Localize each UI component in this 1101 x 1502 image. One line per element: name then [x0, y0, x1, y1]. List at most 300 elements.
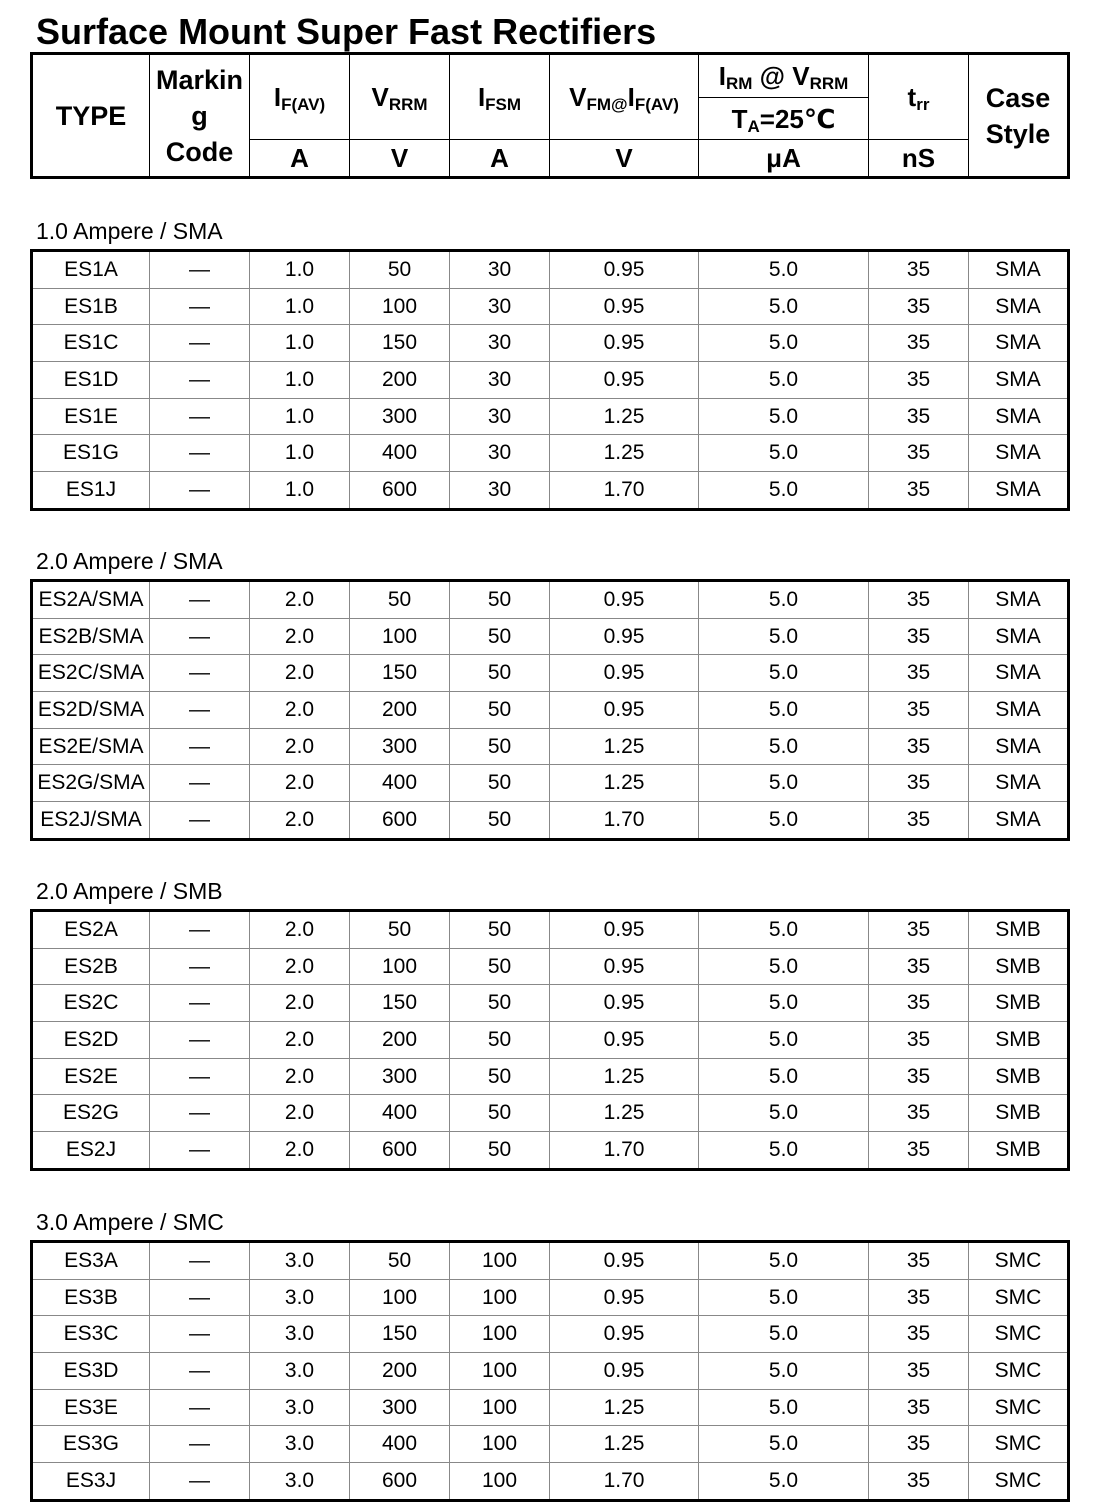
cell-if: 1.0 — [250, 251, 350, 289]
cell-vfm: 1.70 — [550, 1463, 699, 1501]
cell-irm: 5.0 — [699, 692, 869, 729]
cell-ifsm: 100 — [450, 1279, 550, 1316]
cell-marking: — — [150, 1279, 250, 1316]
cell-ifsm: 50 — [450, 948, 550, 985]
cell-case: SMA — [969, 251, 1069, 289]
cell-vrrm: 50 — [350, 1242, 450, 1280]
cell-marking: — — [150, 948, 250, 985]
cell-case: SMA — [969, 728, 1069, 765]
cell-if: 3.0 — [250, 1463, 350, 1501]
cell-vrrm: 100 — [350, 288, 450, 325]
table-row — [32, 1242, 1069, 1280]
cell-ifsm: 50 — [450, 1095, 550, 1132]
cell-marking: — — [150, 765, 250, 802]
cell-case: SMB — [969, 1095, 1069, 1132]
cell-type: ES2G/SMA — [32, 765, 150, 802]
cell-trr: 35 — [869, 692, 969, 729]
cell-case: SMB — [969, 985, 1069, 1022]
cell-marking: — — [150, 728, 250, 765]
cell-trr: 35 — [869, 251, 969, 289]
cell-ifsm: 50 — [450, 728, 550, 765]
cell-ifsm: 30 — [450, 472, 550, 510]
cell-ifsm: 30 — [450, 398, 550, 435]
cell-irm: 5.0 — [699, 1316, 869, 1353]
cell-ifsm: 30 — [450, 362, 550, 399]
cell-trr: 35 — [869, 1426, 969, 1463]
cell-marking: — — [150, 251, 250, 289]
cell-vfm: 1.25 — [550, 1389, 699, 1426]
table-row — [32, 398, 1069, 435]
cell-ifsm: 50 — [450, 765, 550, 802]
cell-type: ES3C — [32, 1316, 150, 1353]
cell-case: SMA — [969, 288, 1069, 325]
cell-marking: — — [150, 1426, 250, 1463]
cell-vfm: 0.95 — [550, 288, 699, 325]
cell-vrrm: 200 — [350, 1022, 450, 1059]
cell-irm: 5.0 — [699, 1426, 869, 1463]
cell-trr: 35 — [869, 288, 969, 325]
table-row — [32, 1058, 1069, 1095]
cell-irm: 5.0 — [699, 1463, 869, 1501]
cell-vrrm: 150 — [350, 1316, 450, 1353]
cell-vrrm: 400 — [350, 1095, 450, 1132]
cell-vrrm: 150 — [350, 985, 450, 1022]
cell-case: SMC — [969, 1353, 1069, 1390]
cell-vfm: 0.95 — [550, 1022, 699, 1059]
cell-type: ES1J — [32, 472, 150, 510]
cell-vrrm: 50 — [350, 251, 450, 289]
table-row — [32, 692, 1069, 729]
cell-trr: 35 — [869, 1279, 969, 1316]
cell-marking: — — [150, 288, 250, 325]
cell-vfm: 1.25 — [550, 1058, 699, 1095]
cell-if: 3.0 — [250, 1353, 350, 1390]
header-marking-code: Markin g Code — [150, 54, 250, 178]
header-if-av: $I_{F(AV)}$ — [250, 54, 350, 140]
cell-vfm: 0.95 — [550, 251, 699, 289]
cell-type: ES2C — [32, 985, 150, 1022]
cell-ifsm: 50 — [450, 692, 550, 729]
cell-if: 2.0 — [250, 581, 350, 619]
cell-ifsm: 50 — [450, 618, 550, 655]
cell-trr: 35 — [869, 1316, 969, 1353]
cell-vrrm: 200 — [350, 692, 450, 729]
table-row — [32, 362, 1069, 399]
cell-marking: — — [150, 1316, 250, 1353]
cell-irm: 5.0 — [699, 655, 869, 692]
cell-if: 1.0 — [250, 288, 350, 325]
cell-ifsm: 30 — [450, 325, 550, 362]
cell-vfm: 1.25 — [550, 1426, 699, 1463]
cell-vrrm: 300 — [350, 728, 450, 765]
cell-marking: — — [150, 1058, 250, 1095]
cell-vfm: 0.95 — [550, 692, 699, 729]
cell-irm: 5.0 — [699, 802, 869, 840]
cell-case: SMB — [969, 948, 1069, 985]
cell-type: ES2J — [32, 1132, 150, 1170]
cell-vrrm: 150 — [350, 325, 450, 362]
cell-marking: — — [150, 581, 250, 619]
cell-vfm: 0.95 — [550, 948, 699, 985]
cell-vrrm: 200 — [350, 362, 450, 399]
cell-type: ES2D/SMA — [32, 692, 150, 729]
cell-if: 2.0 — [250, 728, 350, 765]
cell-if: 2.0 — [250, 948, 350, 985]
cell-marking: — — [150, 1463, 250, 1501]
cell-ifsm: 100 — [450, 1463, 550, 1501]
cell-trr: 35 — [869, 728, 969, 765]
cell-type: ES3J — [32, 1463, 150, 1501]
table-row — [32, 1353, 1069, 1390]
table-row — [32, 802, 1069, 840]
cell-if: 2.0 — [250, 985, 350, 1022]
cell-if: 2.0 — [250, 692, 350, 729]
cell-case: SMB — [969, 1132, 1069, 1170]
cell-trr: 35 — [869, 1389, 969, 1426]
cell-if: 3.0 — [250, 1426, 350, 1463]
section-label: 2.0 Ampere / SMA — [36, 548, 223, 574]
section-label: 1.0 Ampere / SMA — [36, 218, 223, 244]
cell-ifsm: 100 — [450, 1242, 550, 1280]
cell-vrrm: 300 — [350, 398, 450, 435]
page-title: Surface Mount Super Fast Rectifiers — [36, 11, 657, 52]
cell-vfm: 0.95 — [550, 581, 699, 619]
cell-vrrm: 200 — [350, 1353, 450, 1390]
table-row — [32, 435, 1069, 472]
table-row — [32, 251, 1069, 289]
cell-type: ES2G — [32, 1095, 150, 1132]
cell-ifsm: 100 — [450, 1389, 550, 1426]
cell-if: 1.0 — [250, 435, 350, 472]
cell-ifsm: 30 — [450, 251, 550, 289]
cell-trr: 35 — [869, 472, 969, 510]
cell-if: 3.0 — [250, 1389, 350, 1426]
cell-trr: 35 — [869, 435, 969, 472]
cell-case: SMC — [969, 1389, 1069, 1426]
header-case-style: Case Style — [969, 54, 1069, 178]
cell-vrrm: 600 — [350, 1463, 450, 1501]
cell-type: ES1B — [32, 288, 150, 325]
cell-irm: 5.0 — [699, 1022, 869, 1059]
cell-vfm: 0.95 — [550, 1316, 699, 1353]
cell-marking: — — [150, 1389, 250, 1426]
cell-marking: — — [150, 435, 250, 472]
table-row — [32, 948, 1069, 985]
cell-marking: — — [150, 472, 250, 510]
cell-ifsm: 50 — [450, 655, 550, 692]
cell-if: 1.0 — [250, 398, 350, 435]
cell-vfm: 0.95 — [550, 1353, 699, 1390]
unit-vrrm: V — [350, 140, 450, 178]
table-row — [32, 1022, 1069, 1059]
cell-ifsm: 50 — [450, 1058, 550, 1095]
cell-ifsm: 100 — [450, 1353, 550, 1390]
table-row — [32, 1279, 1069, 1316]
cell-case: SMC — [969, 1463, 1069, 1501]
table-row — [32, 985, 1069, 1022]
cell-trr: 35 — [869, 655, 969, 692]
header-ifsm: $I_{FSM}$ — [450, 54, 550, 140]
cell-irm: 5.0 — [699, 765, 869, 802]
cell-irm: 5.0 — [699, 911, 869, 949]
cell-type: ES2B/SMA — [32, 618, 150, 655]
table-row — [32, 1426, 1069, 1463]
cell-trr: 35 — [869, 765, 969, 802]
header-vfm: $V_{FM@}I_{F(AV)}$ — [550, 54, 699, 140]
section-label: 3.0 Ampere / SMC — [36, 1209, 224, 1235]
table-row — [32, 1132, 1069, 1170]
cell-type: ES1A — [32, 251, 150, 289]
cell-if: 2.0 — [250, 1095, 350, 1132]
cell-type: ES3G — [32, 1426, 150, 1463]
cell-case: SMA — [969, 581, 1069, 619]
table-row — [32, 1463, 1069, 1501]
cell-vfm: 1.70 — [550, 802, 699, 840]
cell-if: 2.0 — [250, 802, 350, 840]
cell-trr: 35 — [869, 1058, 969, 1095]
cell-case: SMA — [969, 802, 1069, 840]
cell-irm: 5.0 — [699, 985, 869, 1022]
table-row — [32, 911, 1069, 949]
table-row — [32, 325, 1069, 362]
cell-type: ES2E/SMA — [32, 728, 150, 765]
cell-vfm: 0.95 — [550, 1242, 699, 1280]
cell-case: SMA — [969, 692, 1069, 729]
cell-irm: 5.0 — [699, 1242, 869, 1280]
cell-type: ES2C/SMA — [32, 655, 150, 692]
cell-case: SMA — [969, 655, 1069, 692]
cell-trr: 35 — [869, 911, 969, 949]
cell-irm: 5.0 — [699, 948, 869, 985]
cell-irm: 5.0 — [699, 472, 869, 510]
section-table — [30, 579, 1070, 841]
cell-trr: 35 — [869, 985, 969, 1022]
section-table — [30, 249, 1070, 511]
cell-vfm: 0.95 — [550, 618, 699, 655]
cell-type: ES2E — [32, 1058, 150, 1095]
cell-irm: 5.0 — [699, 325, 869, 362]
cell-marking: — — [150, 985, 250, 1022]
cell-ifsm: 50 — [450, 581, 550, 619]
cell-vrrm: 100 — [350, 1279, 450, 1316]
cell-if: 1.0 — [250, 472, 350, 510]
table-row — [32, 765, 1069, 802]
cell-irm: 5.0 — [699, 1389, 869, 1426]
table-row — [32, 618, 1069, 655]
cell-vfm: 0.95 — [550, 1279, 699, 1316]
cell-trr: 35 — [869, 948, 969, 985]
cell-case: SMA — [969, 325, 1069, 362]
cell-ifsm: 50 — [450, 985, 550, 1022]
cell-type: ES3B — [32, 1279, 150, 1316]
cell-vfm: 0.95 — [550, 325, 699, 362]
cell-vfm: 1.25 — [550, 765, 699, 802]
cell-marking: — — [150, 398, 250, 435]
cell-vrrm: 600 — [350, 802, 450, 840]
cell-marking: — — [150, 1132, 250, 1170]
cell-if: 3.0 — [250, 1242, 350, 1280]
cell-ifsm: 50 — [450, 911, 550, 949]
header-table — [30, 52, 1070, 179]
cell-marking: — — [150, 362, 250, 399]
cell-irm: 5.0 — [699, 1095, 869, 1132]
cell-if: 2.0 — [250, 765, 350, 802]
unit-trr: nS — [869, 140, 969, 178]
cell-trr: 35 — [869, 1095, 969, 1132]
cell-vrrm: 100 — [350, 948, 450, 985]
cell-case: SMB — [969, 911, 1069, 949]
cell-vfm: 0.95 — [550, 655, 699, 692]
cell-marking: — — [150, 618, 250, 655]
cell-if: 1.0 — [250, 325, 350, 362]
header-type: TYPE — [32, 54, 150, 178]
cell-trr: 35 — [869, 1353, 969, 1390]
table-row — [32, 288, 1069, 325]
table-row — [32, 1389, 1069, 1426]
header-ta: $T_A=25℃$ — [699, 98, 869, 140]
cell-vrrm: 50 — [350, 581, 450, 619]
table-row — [32, 472, 1069, 510]
cell-irm: 5.0 — [699, 288, 869, 325]
cell-trr: 35 — [869, 1022, 969, 1059]
cell-marking: — — [150, 1242, 250, 1280]
unit-if: A — [250, 140, 350, 178]
cell-type: ES3A — [32, 1242, 150, 1280]
cell-vfm: 0.95 — [550, 911, 699, 949]
cell-case: SMC — [969, 1242, 1069, 1280]
cell-trr: 35 — [869, 802, 969, 840]
cell-if: 2.0 — [250, 1022, 350, 1059]
cell-vrrm: 400 — [350, 435, 450, 472]
cell-vrrm: 400 — [350, 765, 450, 802]
unit-vfm: V — [550, 140, 699, 178]
cell-ifsm: 100 — [450, 1316, 550, 1353]
cell-type: ES1G — [32, 435, 150, 472]
cell-trr: 35 — [869, 398, 969, 435]
cell-marking: — — [150, 802, 250, 840]
cell-irm: 5.0 — [699, 362, 869, 399]
cell-type: ES1D — [32, 362, 150, 399]
cell-case: SMB — [969, 1058, 1069, 1095]
cell-if: 2.0 — [250, 1058, 350, 1095]
cell-if: 2.0 — [250, 911, 350, 949]
cell-if: 3.0 — [250, 1279, 350, 1316]
cell-vfm: 1.25 — [550, 1095, 699, 1132]
cell-vrrm: 400 — [350, 1426, 450, 1463]
cell-trr: 35 — [869, 1132, 969, 1170]
cell-irm: 5.0 — [699, 435, 869, 472]
cell-marking: — — [150, 692, 250, 729]
cell-vfm: 1.70 — [550, 472, 699, 510]
cell-vrrm: 300 — [350, 1389, 450, 1426]
cell-vrrm: 600 — [350, 1132, 450, 1170]
cell-vrrm: 600 — [350, 472, 450, 510]
cell-ifsm: 50 — [450, 802, 550, 840]
cell-irm: 5.0 — [699, 251, 869, 289]
cell-irm: 5.0 — [699, 1353, 869, 1390]
cell-type: ES3D — [32, 1353, 150, 1390]
cell-vrrm: 300 — [350, 1058, 450, 1095]
table-row — [32, 1316, 1069, 1353]
cell-type: ES1C — [32, 325, 150, 362]
cell-if: 2.0 — [250, 1132, 350, 1170]
header-trr: $t_{rr}$ — [869, 54, 969, 140]
cell-case: SMA — [969, 362, 1069, 399]
table-row — [32, 655, 1069, 692]
cell-irm: 5.0 — [699, 1058, 869, 1095]
cell-if: 1.0 — [250, 362, 350, 399]
cell-case: SMC — [969, 1279, 1069, 1316]
cell-case: SMC — [969, 1316, 1069, 1353]
cell-marking: — — [150, 1095, 250, 1132]
cell-trr: 35 — [869, 618, 969, 655]
cell-marking: — — [150, 1022, 250, 1059]
cell-trr: 35 — [869, 325, 969, 362]
cell-ifsm: 30 — [450, 288, 550, 325]
cell-marking: — — [150, 1353, 250, 1390]
cell-type: ES1E — [32, 398, 150, 435]
cell-case: SMA — [969, 765, 1069, 802]
section-label: 2.0 Ampere / SMB — [36, 878, 223, 904]
cell-vfm: 0.95 — [550, 362, 699, 399]
header-vrrm: $V_{RRM}$ — [350, 54, 450, 140]
cell-case: SMC — [969, 1426, 1069, 1463]
cell-type: ES2B — [32, 948, 150, 985]
cell-type: ES2J/SMA — [32, 802, 150, 840]
cell-if: 2.0 — [250, 618, 350, 655]
cell-case: SMA — [969, 398, 1069, 435]
cell-marking: — — [150, 911, 250, 949]
cell-marking: — — [150, 325, 250, 362]
table-row — [32, 1095, 1069, 1132]
cell-ifsm: 100 — [450, 1426, 550, 1463]
cell-irm: 5.0 — [699, 1279, 869, 1316]
table-row — [32, 728, 1069, 765]
section-table — [30, 1240, 1070, 1502]
unit-ifsm: A — [450, 140, 550, 178]
cell-type: ES2A/SMA — [32, 581, 150, 619]
cell-vfm: 0.95 — [550, 985, 699, 1022]
cell-vrrm: 50 — [350, 911, 450, 949]
cell-marking: — — [150, 655, 250, 692]
cell-trr: 35 — [869, 1463, 969, 1501]
cell-vfm: 1.70 — [550, 1132, 699, 1170]
header-irm: $I_{RM}$ @ $V_{RRM}$ — [699, 54, 869, 98]
cell-ifsm: 30 — [450, 435, 550, 472]
cell-case: SMA — [969, 472, 1069, 510]
cell-ifsm: 50 — [450, 1022, 550, 1059]
cell-irm: 5.0 — [699, 618, 869, 655]
cell-irm: 5.0 — [699, 728, 869, 765]
cell-vrrm: 100 — [350, 618, 450, 655]
cell-vfm: 1.25 — [550, 435, 699, 472]
cell-trr: 35 — [869, 362, 969, 399]
cell-vfm: 1.25 — [550, 398, 699, 435]
cell-trr: 35 — [869, 1242, 969, 1280]
cell-trr: 35 — [869, 581, 969, 619]
cell-if: 2.0 — [250, 655, 350, 692]
table-row — [32, 581, 1069, 619]
cell-type: ES2A — [32, 911, 150, 949]
cell-case: SMA — [969, 618, 1069, 655]
section-table — [30, 909, 1070, 1171]
cell-vfm: 1.25 — [550, 728, 699, 765]
cell-case: SMA — [969, 435, 1069, 472]
cell-irm: 5.0 — [699, 581, 869, 619]
cell-if: 3.0 — [250, 1316, 350, 1353]
cell-type: ES2D — [32, 1022, 150, 1059]
cell-vrrm: 150 — [350, 655, 450, 692]
